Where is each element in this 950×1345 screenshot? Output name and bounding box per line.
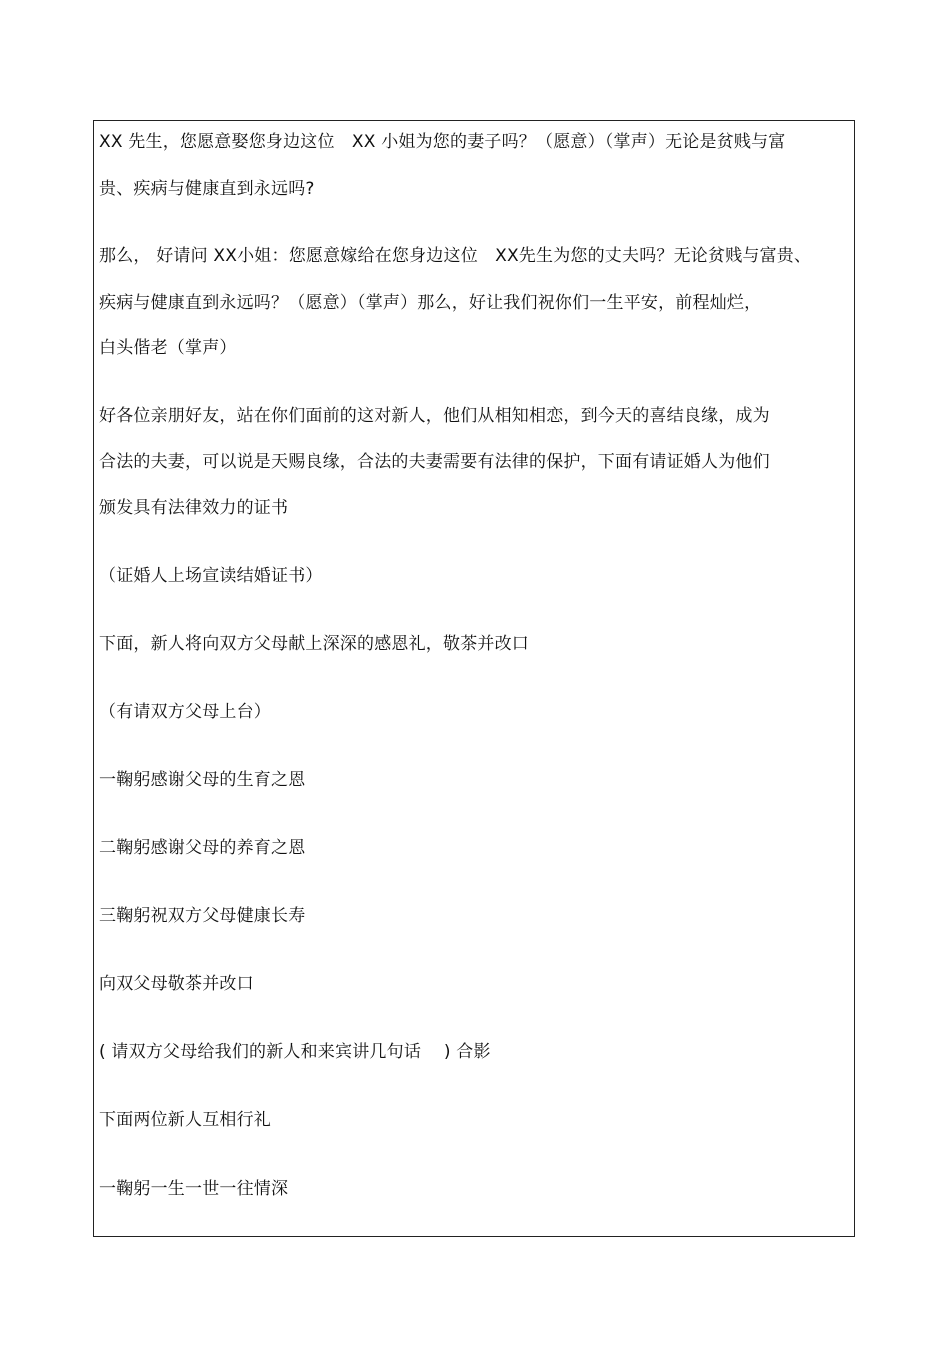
text-line: XX 先生，您愿意娶您身边这位 XX 小姐为您的妻子吗？（愿意）（掌声）无论是贫贱与富 [99,132,786,152]
text-line: ( 请双方父母给我们的新人和来宾讲几句话 ) 合影 [99,1042,491,1062]
text-line: 那么， 好请问 XX小姐：您愿意嫁给在您身边这位 XX先生为您的丈夫吗？无论贫贱与富贵、 [99,246,812,266]
text-line: 贵、疾病与健康直到永远吗? [99,179,315,199]
text-line: 白头偕老（掌声） [99,338,237,358]
text-line: （证婚人上场宣读结婚证书） [99,566,323,586]
text-line: 一鞠躬感谢父母的生育之恩 [99,770,306,790]
text-line: 一鞠躬一生一世一往情深 [99,1179,289,1199]
text-line: （有请双方父母上台） [99,702,271,722]
text-line: 合法的夫妻，可以说是天赐良缘，合法的夫妻需要有法律的保护，下面有请证婚人为他们 [99,452,770,472]
text-line: 下面，新人将向双方父母献上深深的感恩礼，敬茶并改口 [99,634,529,654]
text-line: 三鞠躬祝双方父母健康长寿 [99,906,306,926]
text-line: 颁发具有法律效力的证书 [99,498,289,518]
text-line: 好各位亲朋好友，站在你们面前的这对新人，他们从相知相恋，到今天的喜结良缘，成为 [99,406,770,426]
text-line: 向双父母敬茶并改口 [99,974,254,994]
document-frame [93,120,855,1237]
text-line: 下面两位新人互相行礼 [99,1110,271,1130]
text-line: 二鞠躬感谢父母的养育之恩 [99,838,306,858]
text-line: 疾病与健康直到永远吗？（愿意）（掌声）那么，好让我们祝你们一生平安，前程灿烂， [99,293,762,313]
